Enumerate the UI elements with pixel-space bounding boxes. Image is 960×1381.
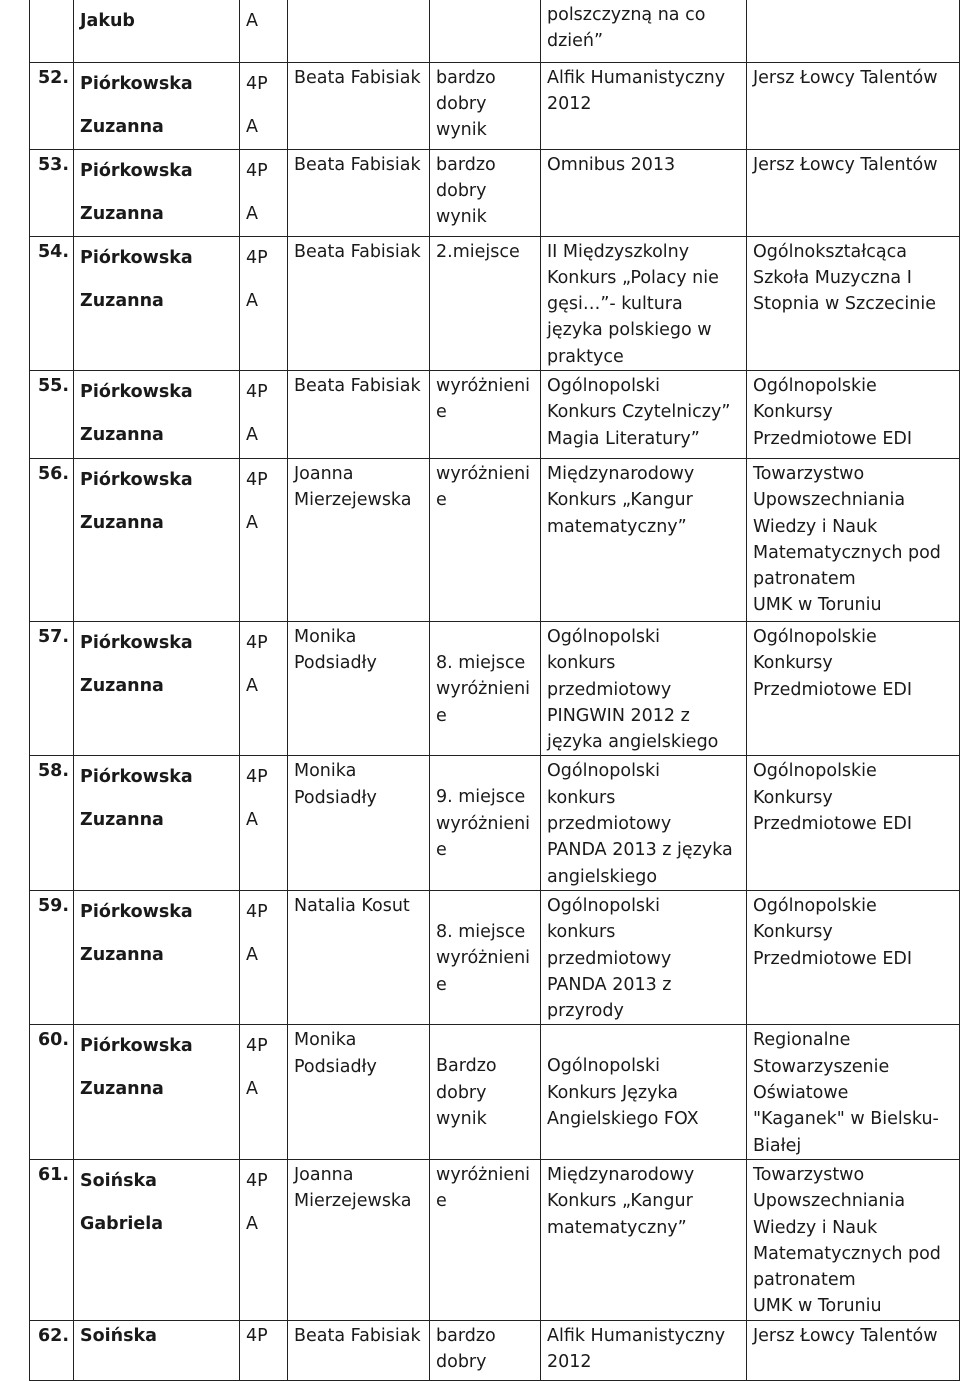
class-label: A	[246, 1213, 258, 1234]
organizer-name: "Kaganek" w Bielsku-	[753, 1109, 939, 1130]
organizer-name: Przedmiotowe EDI	[753, 428, 913, 449]
student-name: Zuzanna	[80, 424, 164, 445]
organizer-name: Konkursy	[753, 922, 833, 943]
contest-name: przyrody	[547, 1001, 624, 1022]
table-row	[30, 458, 960, 621]
result-text: dobry	[436, 1352, 487, 1372]
organizer-name: UMK w Toruniu	[753, 1296, 882, 1317]
teacher-name: Natalia Kosut	[294, 895, 410, 916]
contest-name: Ogólnopolski	[547, 761, 661, 782]
student-name: Zuzanna	[80, 810, 164, 831]
row-number: 54.	[37, 241, 69, 262]
result-text: e	[436, 974, 447, 995]
student-name: Piórkowska	[80, 901, 193, 922]
table-row	[30, 621, 960, 755]
result-text: wyróżnieni	[436, 1164, 531, 1185]
teacher-name: Beata Fabisiak	[294, 154, 421, 175]
student-name: Zuzanna	[80, 1079, 164, 1100]
row-number: 57.	[37, 626, 69, 647]
contest-name: konkurs	[547, 653, 616, 674]
contest-name: Angielskiego FOX	[547, 1109, 699, 1130]
result-text: e	[436, 1191, 447, 1212]
contest-name: PANDA 2013 z	[547, 974, 672, 995]
contest-name: PINGWIN 2012 z	[547, 705, 690, 726]
organizer-name: Konkursy	[753, 653, 833, 674]
contest-name: konkurs	[547, 922, 616, 943]
result-text: e	[436, 705, 447, 726]
organizer-name: Upowszechniania	[753, 1191, 906, 1212]
class-label: 4P	[246, 632, 268, 653]
organizer-name: Jersz Łowcy Talentów	[753, 154, 938, 175]
contest-name: Konkurs Języka	[547, 1082, 678, 1103]
organizer-name: Wiedzy i Nauk	[753, 1217, 878, 1238]
result-text: Bardzo	[436, 1056, 497, 1077]
contest-name: Konkurs „Kangur	[547, 1191, 693, 1212]
class-label: 4P	[246, 381, 268, 402]
table-row	[30, 0, 960, 62]
result-text: dobry	[436, 180, 487, 201]
contest-name: Międzynarodowy	[547, 1164, 695, 1185]
competitions-table	[29, 0, 960, 1381]
table-row	[30, 370, 960, 458]
class-label: 4P	[246, 247, 268, 268]
table-row	[30, 890, 960, 1024]
result-text: wyróżnieni	[436, 679, 531, 700]
contest-name: Ogólnopolski	[547, 1056, 661, 1077]
teacher-name: Mierzejewska	[294, 1191, 412, 1212]
contest-name: Ogólnopolski	[547, 375, 661, 396]
result-text: 2.miejsce	[436, 241, 520, 262]
organizer-name: Przedmiotowe EDI	[753, 814, 913, 835]
student-name: Piórkowska	[80, 632, 193, 653]
organizer-name: patronatem	[753, 1270, 856, 1291]
organizer-name: Jersz Łowcy Talentów	[753, 1325, 938, 1346]
result-text: wynik	[436, 207, 487, 228]
class-label: A	[246, 675, 258, 696]
teacher-name: Beata Fabisiak	[294, 67, 421, 88]
class-label: 4P	[246, 469, 268, 490]
teacher-name: Monika	[294, 761, 357, 782]
organizer-name: Przedmiotowe EDI	[753, 679, 913, 700]
class-label: 4P	[246, 1325, 268, 1346]
class-label: A	[246, 290, 258, 311]
student-name: Zuzanna	[80, 944, 164, 965]
contest-name: polszczyzną na co	[547, 5, 706, 25]
result-text: wynik	[436, 120, 487, 141]
student-name: Piórkowska	[80, 1036, 193, 1057]
class-label: A	[246, 512, 258, 533]
row-number: 59.	[37, 895, 69, 916]
contest-name: konkurs	[547, 787, 616, 808]
row-number: 61.	[37, 1164, 69, 1185]
class-label: 4P	[246, 160, 268, 181]
contest-name: praktyce	[547, 346, 624, 367]
result-text: wyróżnieni	[436, 948, 531, 969]
row-number: 52.	[37, 67, 69, 88]
student-name: Piórkowska	[80, 767, 193, 788]
result-text: bardzo	[436, 67, 496, 88]
student-name: Zuzanna	[80, 512, 164, 533]
contest-name: przedmiotowy	[547, 679, 672, 700]
contest-name: języka polskiego w	[547, 320, 712, 341]
organizer-name: Ogólnopolskie	[753, 626, 877, 647]
contest-name: matematyczny”	[547, 1217, 687, 1238]
organizer-name: Ogólnopolskie	[753, 761, 877, 782]
class-label: A	[246, 944, 258, 965]
organizer-name: Matematycznych pod	[753, 542, 941, 563]
contest-name: dzień”	[547, 31, 604, 52]
student-name: Zuzanna	[80, 675, 164, 696]
row-number: 62.	[37, 1325, 69, 1346]
contest-name: przedmiotowy	[547, 948, 672, 969]
student-name: Zuzanna	[80, 290, 164, 311]
contest-name: matematyczny”	[547, 516, 687, 537]
class-label: 4P	[246, 1036, 268, 1057]
organizer-name: Szkoła Muzyczna I	[753, 267, 912, 288]
student-name: Piórkowska	[80, 160, 193, 181]
class-label: A	[246, 11, 258, 31]
teacher-name: Beata Fabisiak	[294, 241, 421, 262]
table-row	[30, 236, 960, 370]
teacher-name: Podsiadły	[294, 787, 377, 808]
contest-name: Konkurs „Polacy nie	[547, 267, 719, 288]
organizer-name: Upowszechniania	[753, 490, 906, 511]
result-text: e	[436, 490, 447, 511]
result-text: wyróżnieni	[436, 813, 531, 834]
class-label: A	[246, 203, 258, 224]
organizer-name: Towarzystwo	[753, 1164, 865, 1185]
row-number: 60.	[37, 1030, 69, 1051]
class-label: A	[246, 810, 258, 831]
teacher-name: Monika	[294, 626, 357, 647]
teacher-name: Monika	[294, 1030, 357, 1051]
student-name: Zuzanna	[80, 203, 164, 224]
class-label: A	[246, 424, 258, 445]
teacher-name: Joanna	[294, 463, 354, 484]
organizer-name: Konkursy	[753, 787, 833, 808]
row-number: 53.	[37, 154, 69, 175]
row-number: 56.	[37, 463, 69, 484]
contest-name: 2012	[547, 1352, 592, 1372]
result-text: dobry	[436, 93, 487, 114]
contest-name: Ogólnopolski	[547, 626, 661, 647]
table-row	[30, 149, 960, 236]
contest-name: przedmiotowy	[547, 814, 672, 835]
result-text: bardzo	[436, 154, 496, 175]
student-name: Zuzanna	[80, 116, 164, 137]
class-label: 4P	[246, 767, 268, 788]
organizer-name: Ogólnopolskie	[753, 895, 877, 916]
table-row	[30, 1159, 960, 1320]
organizer-name: Białej	[753, 1135, 802, 1156]
contest-name: Alfik Humanistyczny	[547, 1325, 726, 1346]
organizer-name: Przedmiotowe EDI	[753, 948, 913, 969]
teacher-name: Beata Fabisiak	[294, 375, 421, 396]
result-text: 8. miejsce	[436, 921, 526, 942]
class-label: A	[246, 1079, 258, 1100]
student-name: Piórkowska	[80, 381, 193, 402]
teacher-name: Joanna	[294, 1164, 354, 1185]
result-text: 9. miejsce	[436, 787, 526, 808]
organizer-name: Towarzystwo	[753, 463, 865, 484]
organizer-name: Jersz Łowcy Talentów	[753, 67, 938, 88]
contest-name: Konkurs Czytelniczy”	[547, 402, 731, 423]
class-label: 4P	[246, 901, 268, 922]
contest-name: Alfik Humanistyczny	[547, 67, 726, 88]
organizer-name: Ogólnokształcąca	[753, 241, 907, 262]
contest-name: PANDA 2013 z języka	[547, 840, 733, 861]
result-text: 8. miejsce	[436, 652, 526, 673]
result-text: wyróżnieni	[436, 463, 531, 484]
organizer-name: patronatem	[753, 569, 856, 590]
organizer-name: Matematycznych pod	[753, 1243, 941, 1264]
contest-name: gęsi…”- kultura	[547, 294, 683, 315]
contest-name: Omnibus 2013	[547, 154, 676, 175]
result-text: wyróżnieni	[436, 375, 531, 396]
table-row	[30, 756, 960, 890]
organizer-name: Oświatowe	[753, 1083, 849, 1104]
teacher-name: Podsiadły	[294, 653, 377, 674]
contest-name: 2012	[547, 93, 592, 114]
organizer-name: Ogólnopolskie	[753, 375, 877, 396]
student-name: Piórkowska	[80, 73, 193, 94]
organizer-name: Wiedzy i Nauk	[753, 516, 878, 537]
student-name: Gabriela	[80, 1213, 164, 1234]
organizer-name: Konkursy	[753, 402, 833, 423]
organizer-name: Regionalne	[753, 1030, 851, 1051]
contest-name: Konkurs „Kangur	[547, 490, 693, 511]
class-label: 4P	[246, 1170, 268, 1191]
table-row	[30, 1320, 960, 1380]
student-name: Piórkowska	[80, 469, 193, 490]
contest-name: Magia Literatury”	[547, 428, 700, 449]
result-text: e	[436, 402, 447, 423]
contest-name: języka angielskiego	[547, 732, 719, 753]
result-text: bardzo	[436, 1325, 496, 1346]
result-text: dobry	[436, 1082, 487, 1103]
contest-name: II Międzyszkolny	[547, 241, 690, 262]
contest-name: Ogólnopolski	[547, 895, 661, 916]
student-name: Soińska	[80, 1325, 157, 1346]
class-label: A	[246, 116, 258, 137]
class-label: 4P	[246, 73, 268, 94]
teacher-name: Mierzejewska	[294, 490, 412, 511]
result-text: wynik	[436, 1109, 487, 1130]
result-text: e	[436, 840, 447, 861]
organizer-name: Stopnia w Szczecinie	[753, 294, 936, 315]
student-name: Piórkowska	[80, 247, 193, 268]
table-row	[30, 62, 960, 149]
teacher-name: Podsiadły	[294, 1056, 377, 1077]
contest-name: angielskiego	[547, 866, 658, 887]
organizer-name: UMK w Toruniu	[753, 595, 882, 616]
row-number: 55.	[37, 375, 69, 396]
organizer-name: Stowarzyszenie	[753, 1056, 890, 1077]
contest-name: Międzynarodowy	[547, 463, 695, 484]
table-row	[30, 1025, 960, 1159]
student-name: Jakub	[80, 11, 135, 31]
row-number: 58.	[37, 761, 69, 782]
student-name: Soińska	[80, 1170, 157, 1191]
teacher-name: Beata Fabisiak	[294, 1325, 421, 1346]
